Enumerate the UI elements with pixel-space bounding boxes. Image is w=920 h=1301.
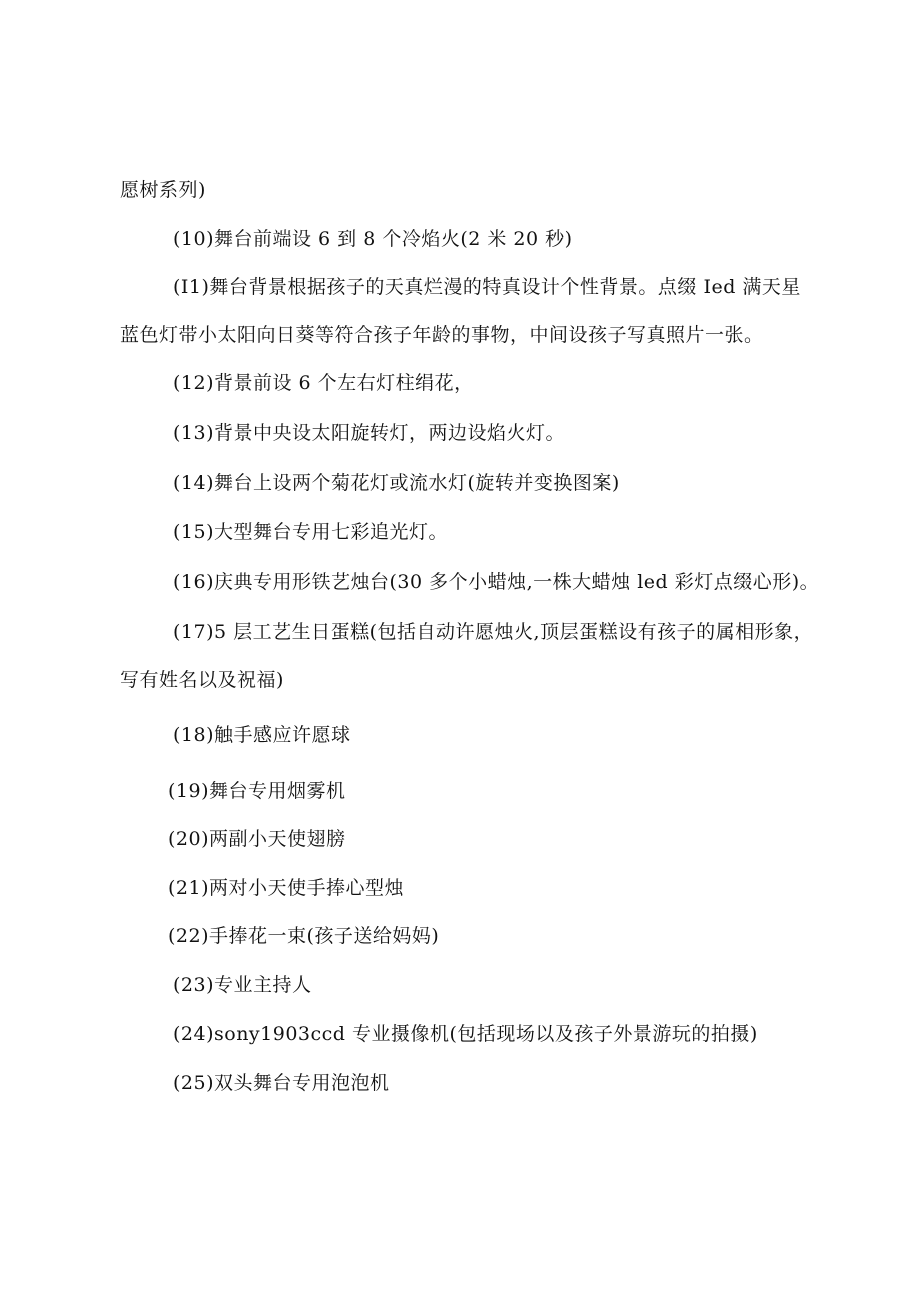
text-line: (19)舞台专用烟雾机: [168, 780, 346, 802]
text-line: (13)背景中央设太阳旋转灯，两边设焰火灯。: [173, 422, 566, 444]
text-line: (23)专业主持人: [173, 974, 312, 996]
text-line: (21)两对小天使手捧心型烛: [168, 877, 405, 899]
text-line: (12)背景前设 6 个左右灯柱绢花，: [173, 372, 474, 394]
text-line: (18)触手感应许愿球: [173, 724, 351, 746]
text-line: (10)舞台前端设 6 到 8 个冷焰火(2 米 20 秒): [173, 228, 573, 250]
text-line: 写有姓名以及祝福): [120, 669, 284, 691]
text-line: (I1)舞台背景根据孩子的天真烂漫的特真设计个性背景。点缀 Ied 满天星: [173, 276, 801, 298]
text-line: 蓝色灯带小太阳向日葵等符合孩子年龄的事物，中间设孩子写真照片一张。: [120, 324, 764, 346]
text-line: (16)庆典专用形铁艺烛台(30 多个小蜡烛,一株大蜡烛 led 彩灯点缀心形)。: [173, 571, 820, 593]
text-line: (22)手捧花一束(孩子送给妈妈): [168, 925, 440, 947]
text-line: (17)5 层工艺生日蛋糕(包括自动许愿烛火,顶层蛋糕设有孩子的属相形象，: [173, 621, 814, 643]
text-line: 愿树系列): [120, 179, 206, 201]
text-line: (14)舞台上设两个菊花灯或流水灯(旋转并变换图案): [173, 472, 620, 494]
text-line: (15)大型舞台专用七彩追光灯。: [173, 521, 449, 543]
text-line: (24)sony1903ccd 专业摄像机(包括现场以及孩子外景游玩的拍摄): [173, 1023, 758, 1045]
text-line: (25)双头舞台专用泡泡机: [173, 1072, 390, 1094]
text-line: (20)两副小天使翅膀: [168, 828, 346, 850]
